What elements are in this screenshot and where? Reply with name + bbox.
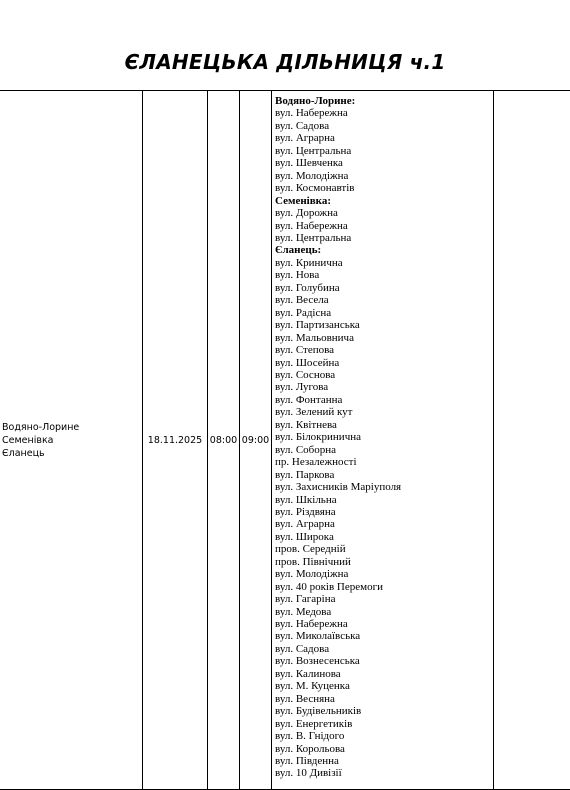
street-item: вул. Гагаріна [275,593,493,605]
street-item: вул. Шкільна [275,494,493,506]
streets-cell [272,91,494,790]
street-item: вул. Калинова [275,668,493,680]
street-item: вул. М. Куценка [275,680,493,692]
settlement-name: Єланець [2,447,142,460]
street-item: вул. Мальовнича [275,332,493,344]
group-title: Водяно-Лорине: [275,95,493,107]
street-item: пр. Незалежності [275,456,493,468]
settlement-name: Водяно-Лорине [2,421,142,434]
streets-list [275,95,493,780]
page-title: ЄЛАНЕЦЬКА ДІЛЬНИЦЯ ч.1 [0,50,570,74]
street-item: вул. В. Гнідого [275,730,493,742]
street-item: вул. Соборна [275,444,493,456]
street-item: вул. Паркова [275,469,493,481]
time-to-cell: 09:00 [240,91,272,790]
street-item: вул. Шевченка [275,157,493,169]
settlements-cell [0,91,143,790]
street-item: вул. Набережна [275,220,493,232]
street-item: вул. Степова [275,344,493,356]
street-item: вул. Партизанська [275,319,493,331]
street-item: вул. Лугова [275,381,493,393]
street-item: вул. Різдвяна [275,506,493,518]
street-item: вул. Квітнева [275,419,493,431]
group-title: Семенівка: [275,195,493,207]
street-item: вул. Молодіжна [275,568,493,580]
street-item: вул. Набережна [275,107,493,119]
street-item: вул. Соснова [275,369,493,381]
street-item: вул. Центральна [275,232,493,244]
street-item: вул. Молодіжна [275,170,493,182]
street-item: вул. Нова [275,269,493,281]
street-item: вул. Весняна [275,693,493,705]
street-item: вул. Широка [275,531,493,543]
street-item: вул. Енергетиків [275,718,493,730]
street-item: пров. Північний [275,556,493,568]
street-item: вул. 10 Дивізії [275,767,493,779]
street-item: вул. Вознесенська [275,655,493,667]
street-item: пров. Середній [275,543,493,555]
empty-cell [494,91,570,790]
group-title: Єланець: [275,244,493,256]
street-item: вул. Медова [275,606,493,618]
date-cell: 18.11.2025 [143,91,208,790]
street-item: вул. 40 років Перемоги [275,581,493,593]
street-item: вул. Корольова [275,743,493,755]
street-item: вул. Космонавтів [275,182,493,194]
street-item: вул. Аграрна [275,132,493,144]
street-item: вул. Садова [275,643,493,655]
street-item: вул. Центральна [275,145,493,157]
street-item: вул. Радісна [275,307,493,319]
street-item: вул. Кринична [275,257,493,269]
street-item: вул. Захисників Маріуполя [275,481,493,493]
street-item: вул. Садова [275,120,493,132]
street-item: вул. Шосейна [275,357,493,369]
table-row [0,91,570,790]
street-item: вул. Аграрна [275,518,493,530]
schedule-table [0,90,570,790]
street-item: вул. Миколаївська [275,630,493,642]
street-item: вул. Зелений кут [275,406,493,418]
street-item: вул. Південна [275,755,493,767]
time-from-cell: 08:00 [208,91,240,790]
street-item: вул. Дорожна [275,207,493,219]
street-item: вул. Білокринична [275,431,493,443]
street-item: вул. Набережна [275,618,493,630]
street-item: вул. Весела [275,294,493,306]
street-item: вул. Голубина [275,282,493,294]
street-item: вул. Будівельників [275,705,493,717]
settlement-name: Семенівка [2,434,142,447]
street-item: вул. Фонтанна [275,394,493,406]
